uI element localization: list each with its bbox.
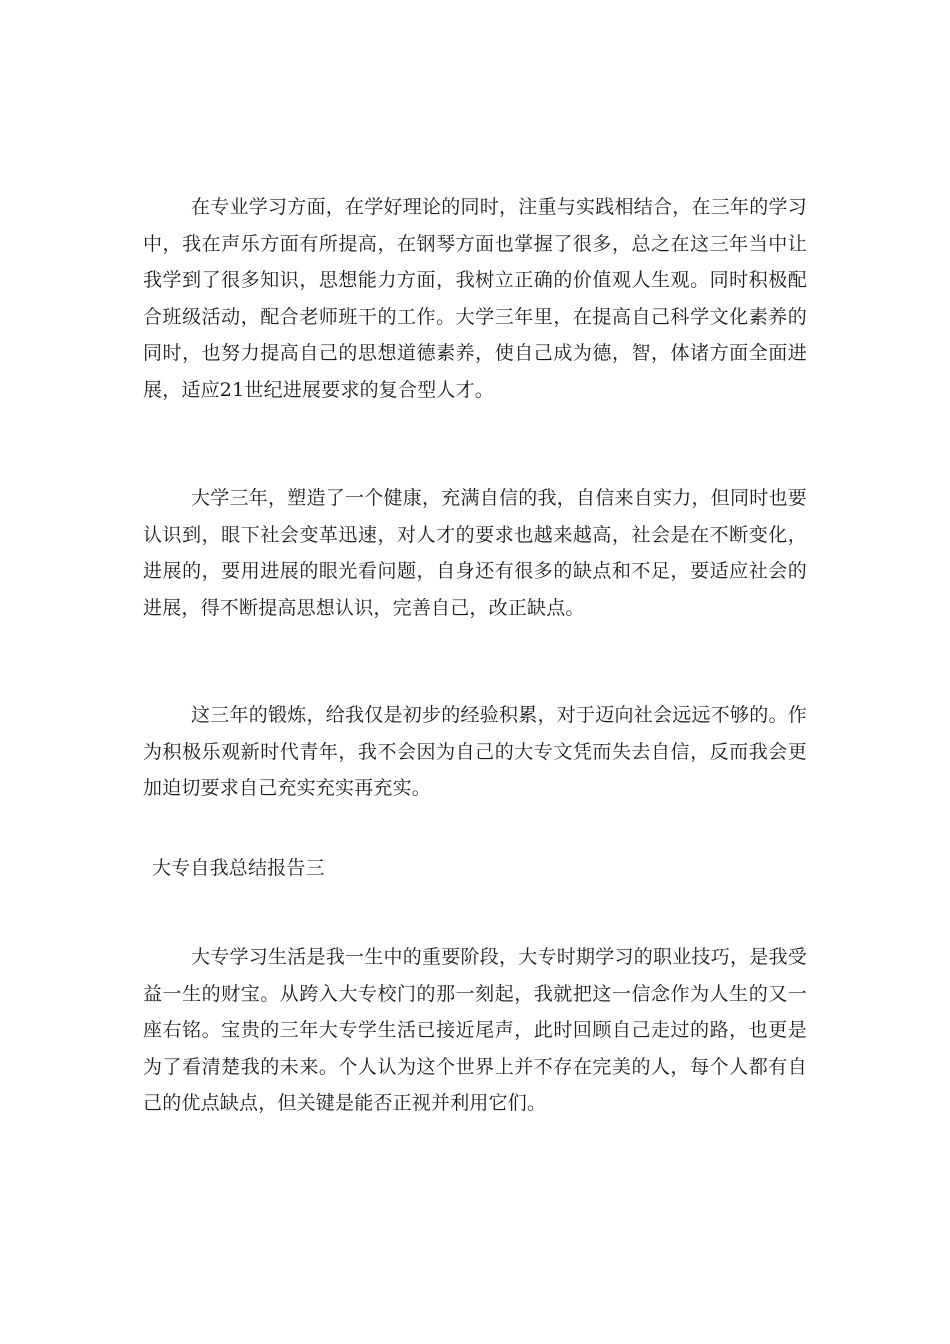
paragraph-training-summary: 这三年的锻炼，给我仅是初步的经验积累，对于迈向社会远远不够的。作为积极乐观新时代青年，我不会因为自己的大专文凭而失去自信，反而我会更加迫切要求自己充实充实再充实。 [143, 704, 807, 800]
paragraph-college-life: 大专学习生活是我一生中的重要阶段，大专时期学习的职业技巧，是我受益一生的财宝。从跨入大专校门的那一刻起，我就把这一信念作为人生的又一座右铭。宝贵的三年大专学生活已接近尾声，此时回顾自己走过的路，也更是为了看清楚我的未来。个人认为这个世界上并不存在完美的人，每个人都有自己的优点缺点，但关键是能否正视并利用它们。 [143, 946, 807, 1115]
paragraph-three-years-growth: 大学三年，塑造了一个健康，充满自信的我，自信来自实力，但同时也要认识到，眼下社会变革迅速，对人才的要求也越来越高，社会是在不断变化，进展的，要用进展的眼光看问题，自身还有很多的缺点和不足，要适应社会的进展，得不断提高思想认识，完善自己，改正缺点。 [143, 487, 807, 619]
section-heading: 大专自我总结报告三 [152, 857, 325, 879]
paragraph-professional-study: 在专业学习方面，在学好理论的同时，注重与实践相结合，在三年的学习中，我在声乐方面有所提高，在钢琴方面也掌握了很多，总之在这三年当中让我学到了很多知识，思想能力方面，我树立正确的价值观人生观。同时积极配合班级活动，配合老师班干的工作。大学三年里，在提高自己科学文化素养的同时，也努力提高自己的思想道德素养，使自己成为德，智，体诸方面全面进展，适应21世纪进展要求的复合型人才。 [143, 196, 807, 401]
